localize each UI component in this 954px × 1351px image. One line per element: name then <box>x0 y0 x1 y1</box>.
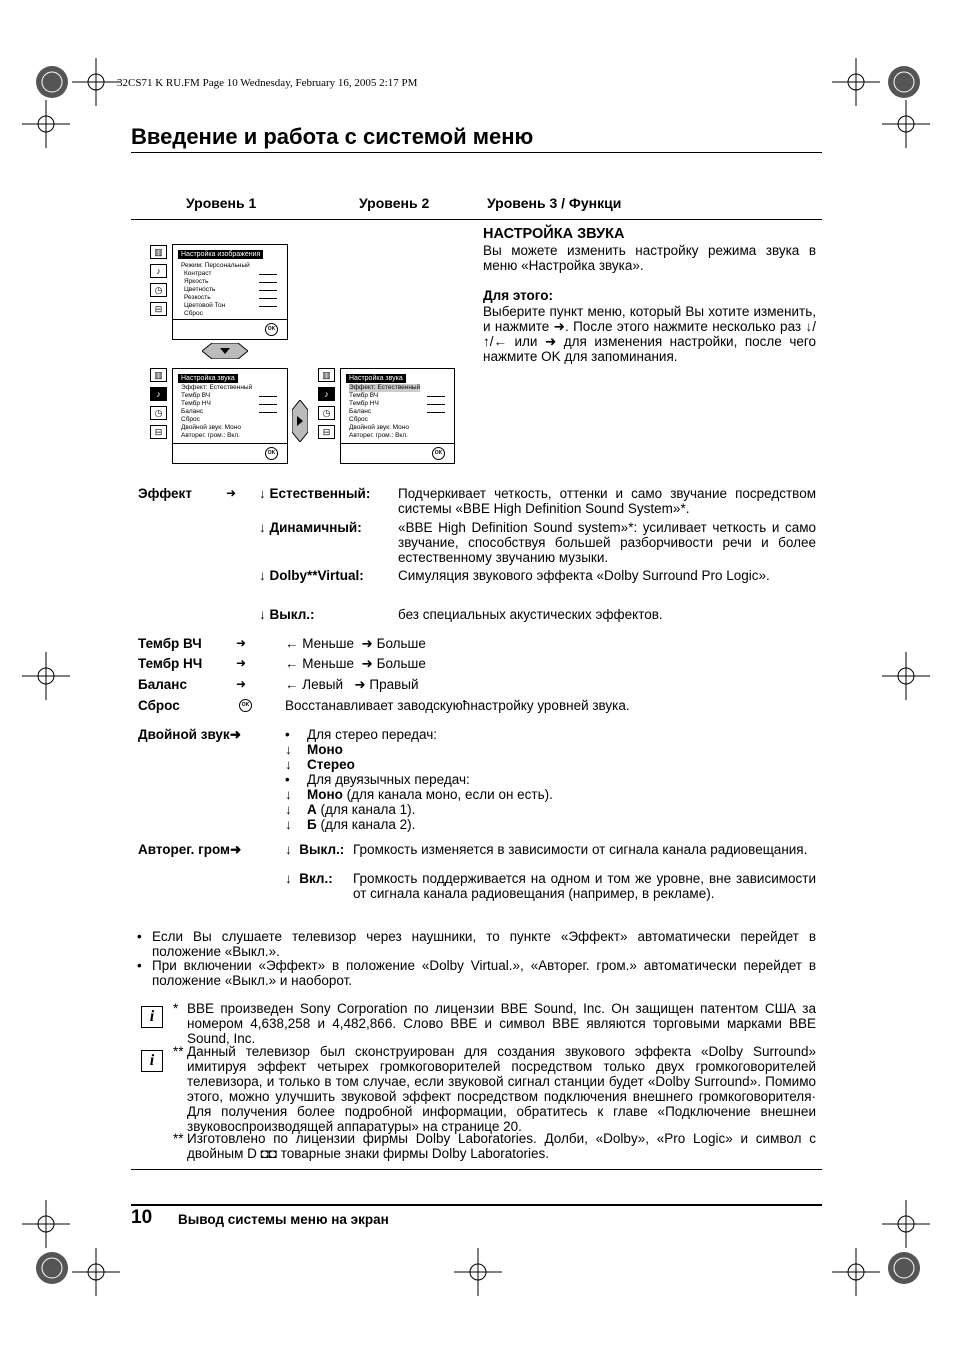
file-info: 32CS71 K RU.FM Page 10 Wednesday, February 16, 2005 2:17 PM <box>117 77 418 89</box>
crosshair-mark <box>882 100 930 148</box>
bullet-mark: • <box>137 958 142 973</box>
effect-label: Эффект <box>138 486 192 501</box>
menu-row: Тембр ВЧ <box>181 392 211 399</box>
menu-row: Авторег. гром.: Вкл. <box>181 432 240 439</box>
setup-menu-icon: ⊟ <box>318 425 335 439</box>
timer-menu-icon: ◷ <box>318 406 335 420</box>
divider <box>131 219 822 220</box>
avc-off-desc: Громкость изменяется в зависимости от сигнала канала радиовещания. <box>353 842 808 857</box>
crosshair-mark <box>22 100 70 148</box>
menu-row: Цветность <box>184 286 216 293</box>
menu-row: Баланс <box>349 408 372 415</box>
divider <box>131 152 822 153</box>
column-header-level2: Уровень 2 <box>359 195 430 211</box>
section-heading: НАСТРОЙКА ЗВУКА <box>483 226 625 242</box>
footer-text: Вывод системы меню на экран <box>178 1212 389 1227</box>
divider <box>131 1169 822 1170</box>
divider <box>131 1204 822 1206</box>
column-header-level3: Уровень 3 / Функци <box>487 195 622 211</box>
picture-menu-icon: ▥ <box>150 245 167 259</box>
dual-sound-label: Двойной звук➜ <box>138 727 241 742</box>
bullet-text: Если Вы слушаете телевизор через наушники, то пункте «Эффект» автоматически перейдет в положение «Выкл.». <box>152 929 816 959</box>
right-arrow-icon: ➜ <box>226 486 237 500</box>
menu-row: Тембр НЧ <box>181 400 211 407</box>
ok-icon: OK <box>265 447 278 460</box>
ok-icon: OK <box>239 699 252 712</box>
menu-title: Настройка звука <box>178 374 238 383</box>
registration-mark <box>880 1244 928 1292</box>
crosshair-mark <box>22 1200 70 1248</box>
menu-row: Двойной звук: Моно <box>349 424 409 431</box>
menu-title: Настройка изображения <box>178 250 263 259</box>
sound-menu-icon: ♪ <box>150 264 167 278</box>
note-mark: ** <box>173 1131 184 1146</box>
effect-option-name: ↓ Естественный: <box>259 486 371 501</box>
crosshair-mark <box>72 58 120 106</box>
effect-option-desc: «BBE High Definition Sound system»*: усиливает четкость и само звучание, способствуя большей разборчивости речи и более естественному звучанию музыки. <box>398 520 816 565</box>
column-header-level1: Уровень 1 <box>186 195 257 211</box>
avc-on-desc: Громкость поддерживается на одном и том же уровне, вне зависимости от сигнала канала радиовещания (например, в рекламе). <box>353 871 816 901</box>
menu-row: Сброс <box>184 310 203 317</box>
page-title: Введение и работа с системой меню <box>131 124 534 149</box>
dual-sound-options: • Для стерео передач: ↓ Моно ↓ Стерео • Для двуязычных передач: ↓ Моно (для канала моно, если он есть). ↓ А (для канала 1). ↓ Б (для канала 2). <box>285 727 553 832</box>
registration-mark <box>28 1244 76 1292</box>
registration-mark <box>28 58 76 106</box>
menu-row: Тембр НЧ <box>349 400 379 407</box>
crosshair-mark <box>882 1200 930 1248</box>
menu-row: Авторег. гром.: Вкл. <box>349 432 408 439</box>
menu-row: Эффект: Естественный <box>349 384 421 391</box>
sound-settings-menu <box>172 368 288 464</box>
right-arrow-icon: ➜ <box>236 677 247 691</box>
registration-mark <box>880 58 928 106</box>
menu-row: Режим: Персональный <box>181 262 250 269</box>
reset-text: Восстанавливает заводскуюћнастройку уровней звука. <box>285 698 630 713</box>
section-intro: Вы можете изменить настройку режима звука в меню «Настройка звука». <box>483 243 816 273</box>
effect-option-name: ↓ Выкл.: <box>259 607 315 622</box>
note-text: Данный телевизор был сконструирован для создания звукового эффекта «Dolby Surround» имитируя эффект четырех громкоговорителей посредством только двух громкоговорителей телевизора, и только в том случае, если звуковой сигнал станции будет «Dolby Surround». Помимо этого, можно улучшить звуковой эффект посредством подключения внешнего громкоговорителя· Для получения более подробной информации, обратитесь к главе «Подключение внешнеи звуковоспроизводящей аппаратуры» на странице 20. <box>187 1044 816 1134</box>
menu-row: Тембр ВЧ <box>349 392 379 399</box>
right-arrow-icon: ➜ <box>236 636 247 650</box>
note-text: BBE произведен Sony Corporation по лицензии BBE Sound, Inc. Он защищен патентом США за номером 4,638,258 и 4,482,866. Слово BBE и символ BBE являются торговыми марками BBE Sound, Inc. <box>187 1001 816 1046</box>
note-text: Изготовлено по лицензии фирмы Dolby Laboratories. Долби, «Dolby», «Pro Logic» и символ с двойным D ◘◘ товарные знаки фирмы Dolby Laboratories. <box>187 1131 816 1161</box>
info-icon: i <box>141 1050 163 1072</box>
sound-menu-icon: ♪ <box>318 387 335 401</box>
page-number: 10 <box>131 1207 153 1228</box>
avc-on-name: ↓ Вкл.: <box>285 871 333 886</box>
picture-menu-icon: ▥ <box>318 368 335 382</box>
effect-option-name: ↓ Динамичный: <box>259 520 362 535</box>
crosshair-mark <box>882 652 930 700</box>
effect-option-desc: без специальных акустических эффектов. <box>398 607 663 622</box>
menu-title: Настройка звука <box>346 374 406 383</box>
setup-menu-icon: ⊟ <box>150 425 167 439</box>
ok-icon: OK <box>432 447 445 460</box>
sound-settings-menu-selected <box>340 368 455 464</box>
timer-menu-icon: ◷ <box>150 406 167 420</box>
info-icon: i <box>141 1006 163 1028</box>
bullet-text: При включении «Эффект» в положение «Dolby Virtual.», «Авторег. гром.» автоматически перейдет в положение «Выкл.» и наоборот. <box>152 958 816 988</box>
balance-values: ← Левый ➜ Правый <box>285 677 419 692</box>
menu-row: Яркость <box>184 278 209 285</box>
note-mark: * <box>173 1001 179 1016</box>
crosshair-mark <box>72 1248 120 1296</box>
menu-row: Контраст <box>184 270 212 277</box>
bass-values: ← Меньше ➜ Больше <box>285 656 426 671</box>
right-arrow-icon: ➜ <box>236 656 247 670</box>
reset-label: Сброс <box>138 698 180 713</box>
picture-settings-menu <box>172 244 288 340</box>
menu-row: Эффект: Естественный <box>181 384 253 391</box>
howto-heading: Для этого: <box>483 288 553 303</box>
setup-menu-icon: ⊟ <box>150 302 167 316</box>
crosshair-mark <box>832 58 880 106</box>
crosshair-mark <box>22 652 70 700</box>
effect-option-name: ↓ Dolby**Virtual: <box>259 568 364 583</box>
note-mark: ** <box>173 1044 184 1059</box>
crosshair-mark <box>832 1248 880 1296</box>
treble-values: ← Меньше ➜ Больше <box>285 636 426 651</box>
menu-row: Двойной звук: Моно <box>181 424 241 431</box>
menu-row: Резкость <box>184 294 211 301</box>
timer-menu-icon: ◷ <box>150 283 167 297</box>
bass-label: Тембр НЧ <box>138 656 203 671</box>
picture-menu-icon: ▥ <box>150 368 167 382</box>
sound-menu-icon: ♪ <box>150 387 167 401</box>
balance-label: Баланс <box>138 677 187 692</box>
down-arrow-icon <box>202 343 248 359</box>
right-arrow-icon <box>292 400 308 442</box>
menu-row: Сброс <box>181 416 200 423</box>
avc-label: Авторег. гром➜ <box>138 842 242 857</box>
treble-label: Тембр ВЧ <box>138 636 202 651</box>
ok-icon: OK <box>265 323 278 336</box>
menu-row: Цветовой Тон <box>184 302 226 309</box>
effect-option-desc: Симуляция звукового эффекта «Dolby Surround Pro Logic». <box>398 568 770 583</box>
crosshair-mark <box>454 1248 502 1296</box>
avc-off-name: ↓ Выкл.: <box>285 842 345 857</box>
howto-text: Выберите пункт меню, который Вы хотите изменить, и нажмите ➜. После этого нажмите несколько раз ↓/↑/← или ➜ для изменения настройки, после чего нажмите OK для запоминания. <box>483 304 816 364</box>
effect-option-desc: Подчеркивает четкость, оттенки и само звучание посредством системы «BBE High Definition Sound System»*. <box>398 486 816 516</box>
menu-row: Баланс <box>181 408 204 415</box>
bullet-mark: • <box>137 929 142 944</box>
menu-row: Сброс <box>349 416 368 423</box>
